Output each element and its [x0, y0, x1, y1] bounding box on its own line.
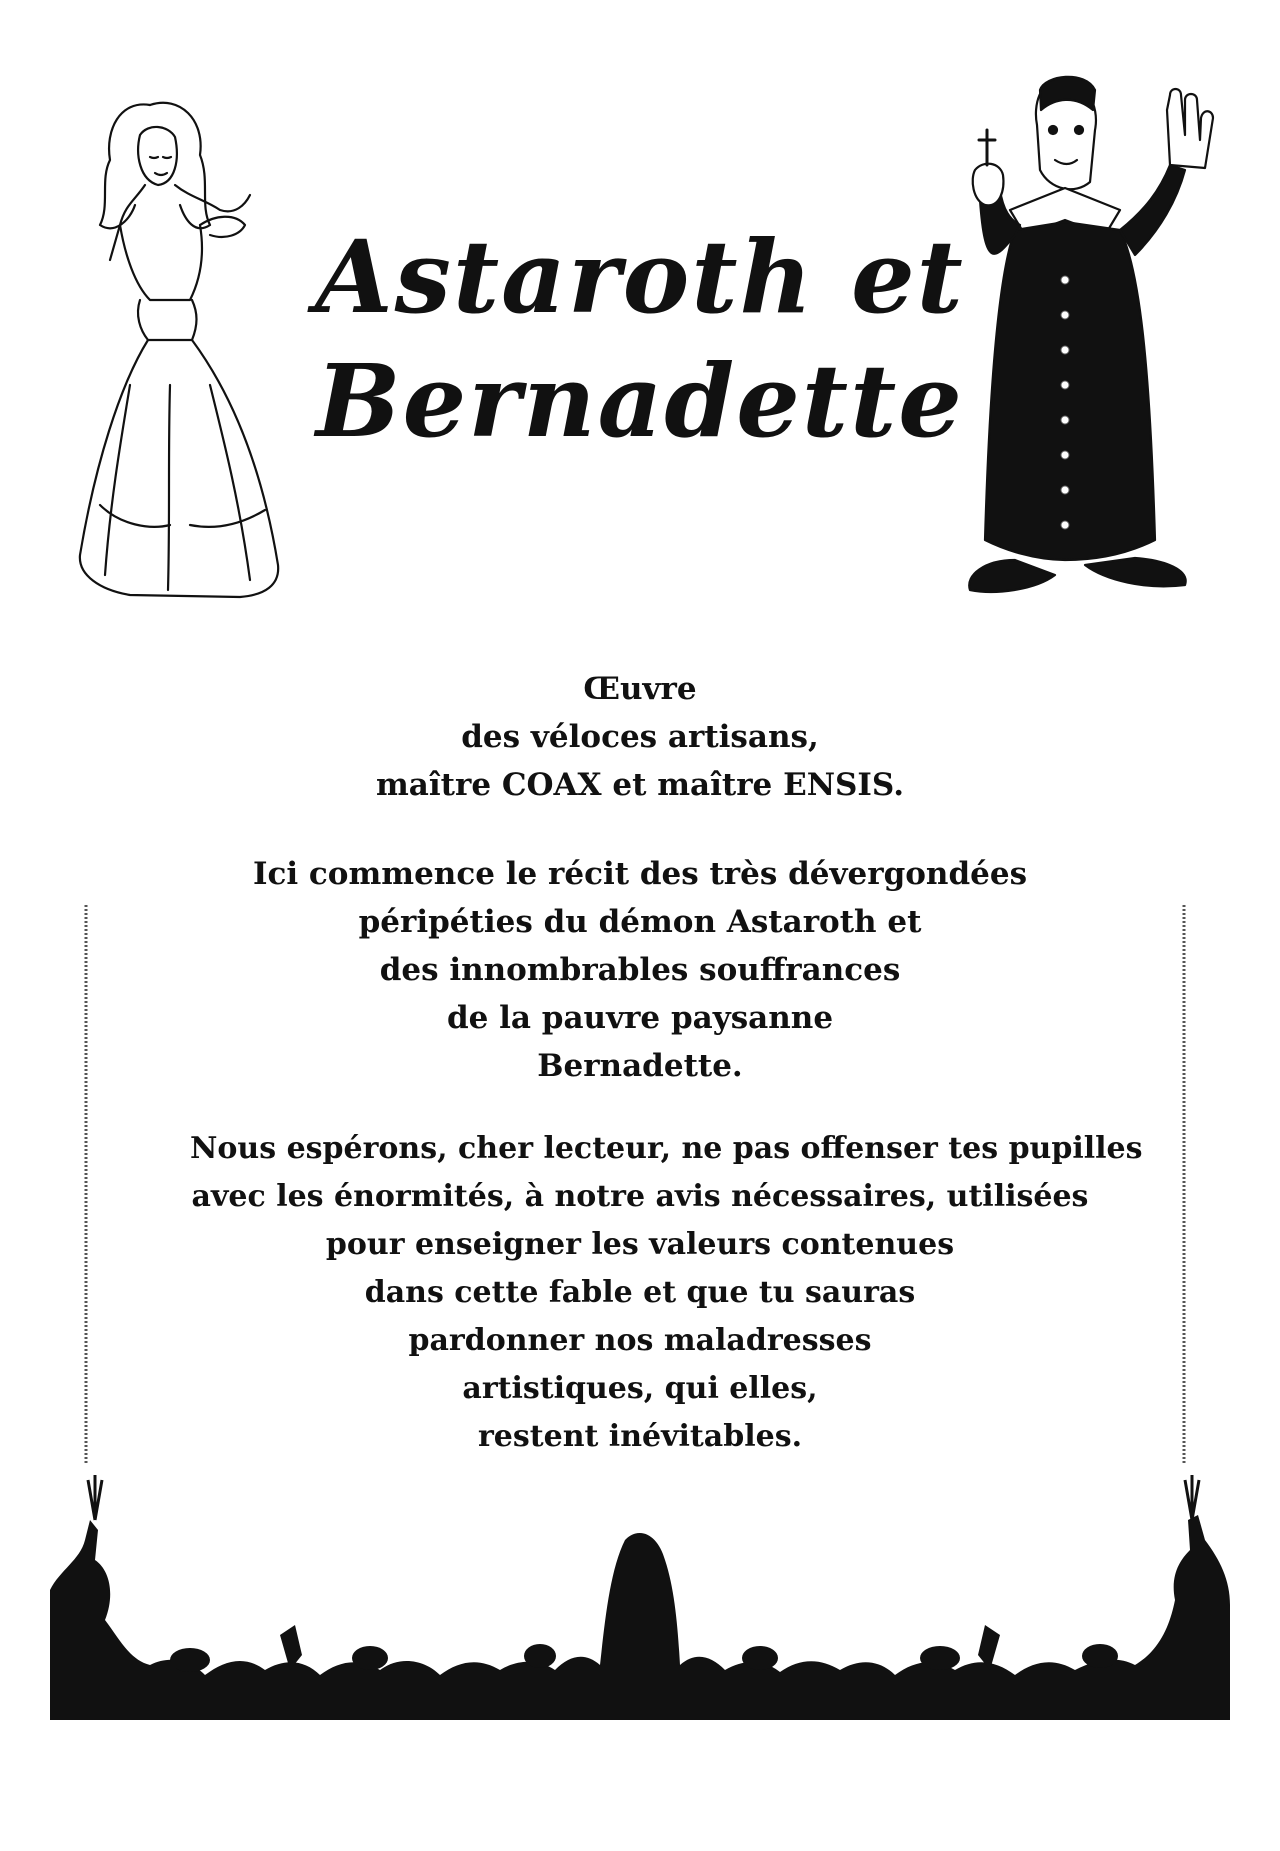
page-title: [300, 215, 980, 463]
apology-line-1: Nous espérons, cher lecteur, ne pas offenser tes pupilles: [190, 1131, 1143, 1166]
priest-illustration: [945, 70, 1245, 640]
left-chain-border: [82, 905, 90, 1465]
story-line-3: des innombrables souffrances: [379, 952, 901, 988]
story-paragraph: [190, 850, 1090, 1090]
right-chain-border: [1180, 905, 1188, 1465]
apology-line-7: restent inévitables.: [477, 1419, 803, 1454]
apology-line-2: avec les énormités, à notre avis nécessaires, utilisées: [191, 1179, 1089, 1214]
story-line-1: Ici commence le récit des très dévergondées: [252, 856, 1028, 892]
apology-line-5: pardonner nos maladresses: [408, 1323, 872, 1358]
intro-line-1: Œuvre: [583, 671, 697, 707]
demon-silhouette-frieze: [40, 1420, 1240, 1720]
story-line-2: péripéties du démon Astaroth et: [358, 904, 922, 940]
title-line-1: Astaroth et: [315, 218, 965, 336]
story-line-5: Bernadette.: [537, 1048, 743, 1084]
intro-paragraph: [190, 665, 1090, 809]
apology-line-4: dans cette fable et que tu sauras: [364, 1275, 916, 1310]
apology-line-3: pour enseigner les valeurs contenues: [325, 1227, 955, 1262]
intro-line-2: des véloces artisans,: [461, 719, 819, 755]
apology-line-6: artistiques, qui elles,: [462, 1371, 818, 1406]
story-line-4: de la pauvre paysanne: [446, 1000, 834, 1036]
apology-paragraph: [190, 1125, 1143, 1461]
title-line-2: Bernadette: [316, 342, 964, 460]
intro-line-3: maître COAX et maître ENSIS.: [376, 767, 904, 803]
bernadette-illustration: [40, 85, 310, 625]
